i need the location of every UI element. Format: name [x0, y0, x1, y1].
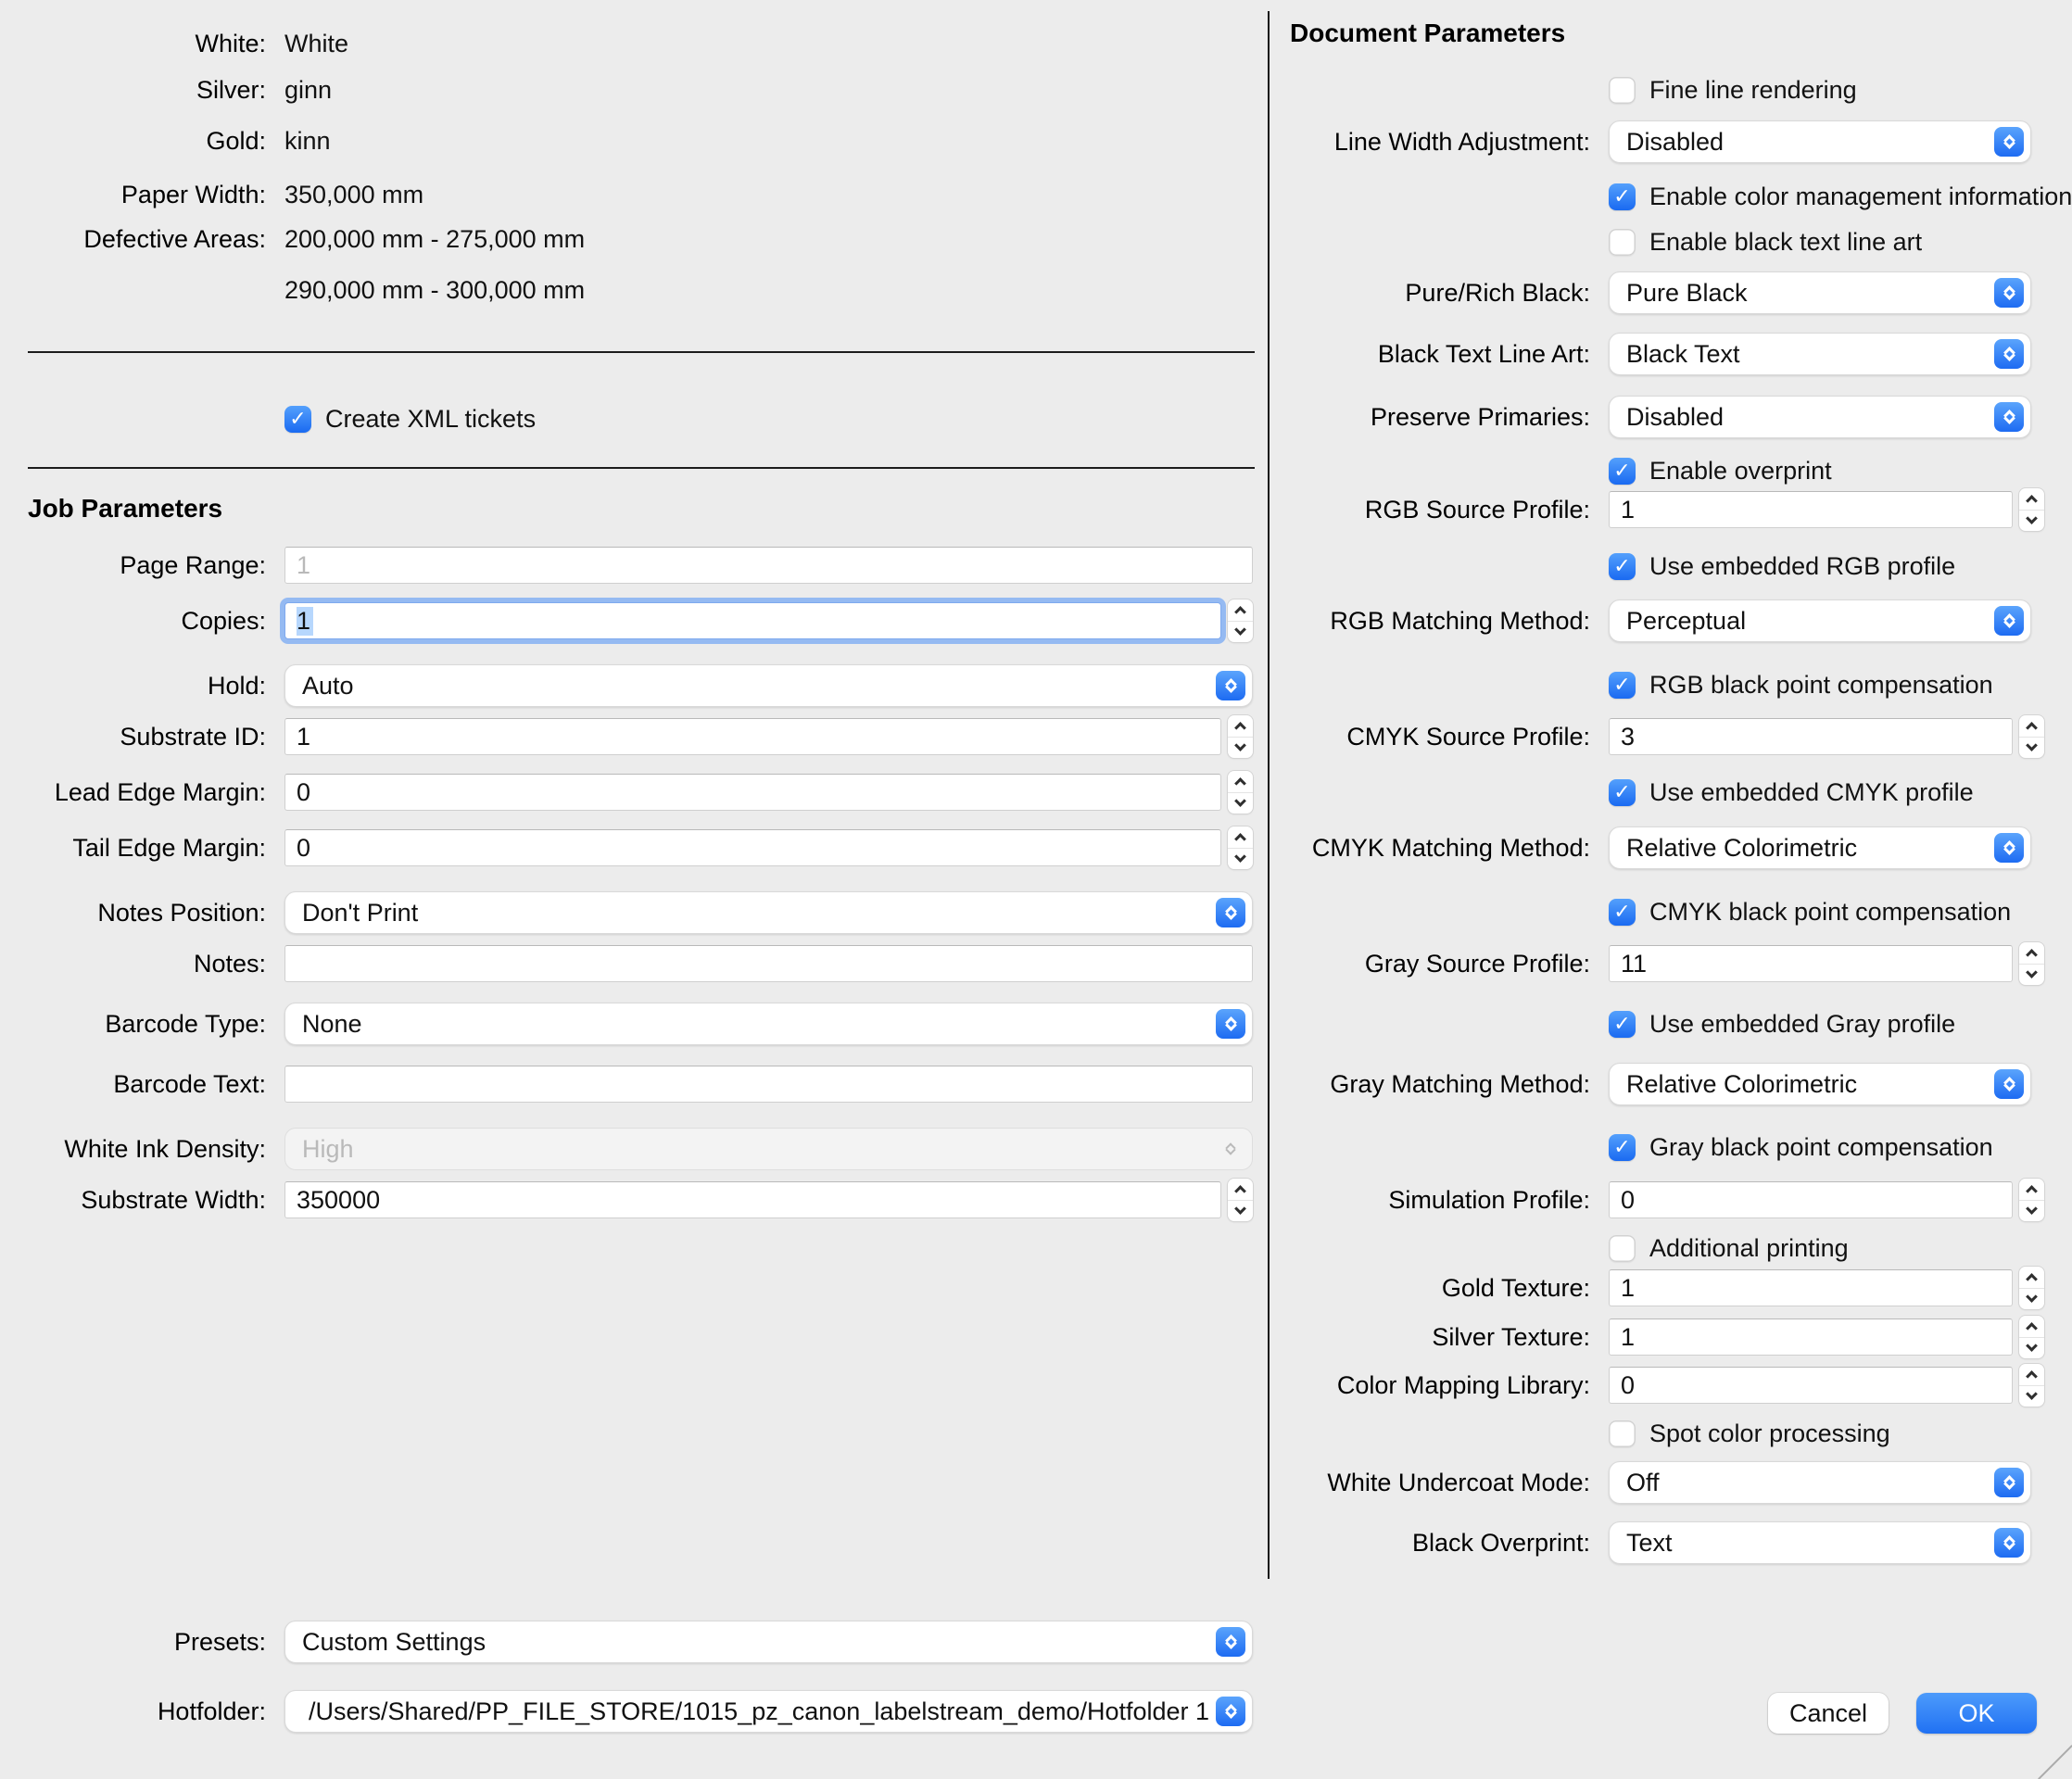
cmyk-source-profile-input[interactable]: 3	[1609, 718, 2013, 755]
stepper-up-icon[interactable]	[2019, 1364, 2044, 1385]
barcode-text-label: Barcode Text:	[113, 1069, 266, 1098]
gray-bpc-checkbox[interactable]	[1609, 1134, 1636, 1161]
lead-edge-margin-row	[0, 771, 1253, 814]
page-range-row	[0, 544, 1253, 587]
rgb-source-profile-row: RGB Source Profile: 1	[1286, 488, 2048, 531]
notes-position-dropdown[interactable]: Don't Print	[284, 891, 1253, 934]
create-xml-checkbox[interactable]	[284, 406, 311, 433]
stepper-up-icon[interactable]	[1228, 715, 1253, 737]
tail-edge-margin-stepper[interactable]	[1228, 826, 1253, 869]
stepper-up-icon[interactable]	[2019, 942, 2044, 964]
copies-label: Copies:	[181, 606, 266, 635]
additional-printing-checkbox[interactable]	[1609, 1235, 1636, 1262]
stepper-up-icon[interactable]	[2019, 488, 2044, 510]
color-mapping-library-row: Color Mapping Library: 0	[1286, 1364, 2048, 1407]
white-ink-density-label: White Ink Density:	[64, 1134, 266, 1163]
popup-chevrons-icon	[1994, 402, 2024, 432]
stepper-down-icon[interactable]	[1228, 792, 1253, 814]
popup-chevrons-icon	[1216, 1697, 1245, 1726]
cancel-button[interactable]: Cancel	[1768, 1693, 1889, 1734]
copies-stepper[interactable]	[1228, 599, 1253, 642]
simulation-profile-input[interactable]: 0	[1609, 1181, 2013, 1218]
gold-label: Gold:	[206, 126, 266, 155]
info-row-silver	[0, 74, 1253, 106]
barcode-type-label: Barcode Type:	[105, 1009, 266, 1038]
lead-edge-margin-input[interactable]: 0	[284, 774, 1221, 811]
black-text-line-art-dropdown[interactable]: Black Text	[1609, 333, 2031, 375]
white-undercoat-mode-row: White Undercoat Mode: Off	[1286, 1461, 2048, 1504]
stepper-down-icon[interactable]	[1228, 737, 1253, 759]
cmyk-bpc-row: ✓ CMYK black point compensation	[1286, 890, 2048, 933]
document-parameters-title: Document Parameters	[1290, 19, 1566, 47]
gray-source-profile-stepper[interactable]	[2019, 942, 2044, 985]
stepper-up-icon[interactable]	[2019, 1179, 2044, 1200]
page-range-label: Page Range:	[120, 550, 266, 579]
gold-texture-input[interactable]: 1	[1609, 1269, 2013, 1306]
defective-areas-value: 200,000 mm - 275,000 mm	[284, 224, 586, 253]
use-embedded-cmyk-checkbox[interactable]	[1609, 779, 1636, 806]
stepper-down-icon[interactable]	[2019, 1337, 2044, 1359]
stepper-down-icon[interactable]	[2019, 510, 2044, 532]
stepper-up-icon[interactable]	[2019, 1267, 2044, 1288]
tail-edge-margin-row	[0, 826, 1253, 869]
simulation-profile-row: Simulation Profile: 0	[1286, 1179, 2048, 1221]
pure-rich-black-dropdown[interactable]: Pure Black	[1609, 271, 2031, 314]
line-width-adjustment-row: Line Width Adjustment: Disabled	[1286, 120, 2048, 163]
stepper-down-icon[interactable]	[2019, 1385, 2044, 1407]
enable-overprint-row: ✓ Enable overprint	[1286, 449, 2048, 492]
divider	[28, 351, 1255, 353]
popup-chevrons-icon	[1216, 671, 1245, 700]
substrate-width-label: Substrate Width:	[81, 1185, 266, 1214]
stepper-up-icon[interactable]	[1228, 1179, 1253, 1200]
color-mapping-library-input[interactable]: 0	[1609, 1367, 2013, 1404]
line-width-adjustment-dropdown[interactable]: Disabled	[1609, 120, 2031, 163]
gray-bpc-row: ✓ Gray black point compensation	[1286, 1126, 2048, 1168]
hotfolder-row	[0, 1690, 1253, 1733]
substrate-id-row	[0, 715, 1253, 758]
black-text-line-art-row: Black Text Line Art: Black Text	[1286, 333, 2048, 375]
stepper-down-icon[interactable]	[1228, 1200, 1253, 1222]
preserve-primaries-dropdown[interactable]: Disabled	[1609, 396, 2031, 438]
stepper-down-icon[interactable]	[1228, 621, 1253, 643]
use-embedded-rgb-row: ✓ Use embedded RGB profile	[1286, 545, 2048, 587]
paper-width-label: Paper Width:	[120, 180, 266, 208]
info-row-white	[0, 28, 1253, 59]
rgb-matching-method-row: RGB Matching Method: Perceptual	[1286, 599, 2048, 642]
barcode-type-row	[0, 1003, 1253, 1045]
popup-chevrons-icon	[1216, 1134, 1245, 1164]
popup-chevrons-icon	[1994, 833, 2024, 863]
stepper-up-icon[interactable]	[1228, 771, 1253, 792]
rgb-bpc-row: ✓ RGB black point compensation	[1286, 663, 2048, 706]
silver-texture-row: Silver Texture: 1	[1286, 1316, 2048, 1358]
gray-matching-method-dropdown[interactable]: Relative Colorimetric	[1609, 1063, 2031, 1105]
presets-label: Presets:	[173, 1627, 266, 1656]
silver-value: ginn	[284, 75, 333, 104]
substrate-id-stepper[interactable]	[1228, 715, 1253, 758]
color-mgmt-info-checkbox[interactable]	[1609, 183, 1636, 210]
popup-chevrons-icon	[1216, 1627, 1245, 1657]
cmyk-matching-method-row: CMYK Matching Method: Relative Colorimetric	[1286, 826, 2048, 869]
hotfolder-dropdown[interactable]: /Users/Shared/PP_FILE_STORE/1015_pz_canon_labelstream_demo/Hotfolder 1	[284, 1690, 1253, 1733]
gold-texture-stepper[interactable]	[2019, 1267, 2044, 1309]
lead-edge-margin-label: Lead Edge Margin:	[54, 777, 266, 806]
use-embedded-gray-row: ✓ Use embedded Gray profile	[1286, 1003, 2048, 1045]
barcode-type-dropdown[interactable]: None	[284, 1003, 1253, 1045]
create-xml-label: Create XML tickets	[325, 404, 537, 433]
rgb-source-profile-stepper[interactable]	[2019, 488, 2044, 531]
silver-label: Silver:	[196, 75, 266, 104]
pure-rich-black-row: Pure/Rich Black: Pure Black	[1286, 271, 2048, 314]
popup-chevrons-icon	[1994, 339, 2024, 369]
white-ink-density-dropdown: High	[284, 1128, 1253, 1170]
copies-row	[0, 599, 1253, 642]
use-embedded-rgb-checkbox[interactable]	[1609, 553, 1636, 580]
column-divider	[1268, 11, 1270, 1579]
popup-chevrons-icon	[1216, 898, 1245, 927]
white-undercoat-mode-dropdown[interactable]: Off	[1609, 1461, 2031, 1504]
stepper-down-icon[interactable]	[1228, 848, 1253, 870]
barcode-text-input[interactable]	[284, 1066, 1253, 1103]
fine-line-row: Fine line rendering	[1286, 69, 2048, 111]
presets-row	[0, 1621, 1253, 1663]
color-mgmt-info-row: ✓ Enable color management information	[1286, 175, 2048, 218]
gray-source-profile-input[interactable]: 11	[1609, 945, 2013, 982]
substrate-width-stepper[interactable]	[1228, 1179, 1253, 1221]
substrate-width-input[interactable]: 350000	[284, 1181, 1221, 1218]
gold-value: kinn	[284, 126, 331, 155]
stepper-up-icon[interactable]	[2019, 715, 2044, 737]
cmyk-source-profile-row: CMYK Source Profile: 3	[1286, 715, 2048, 758]
popup-chevrons-icon	[1216, 1009, 1245, 1039]
info-row-defective-areas-2	[0, 274, 1253, 306]
spot-color-processing-checkbox[interactable]	[1609, 1420, 1636, 1447]
enable-overprint-checkbox[interactable]	[1609, 458, 1636, 485]
white-value: White	[284, 29, 349, 57]
stepper-down-icon[interactable]	[2019, 1288, 2044, 1310]
preserve-primaries-row: Preserve Primaries: Disabled	[1286, 396, 2048, 438]
create-xml-row	[0, 397, 1253, 440]
use-embedded-gray-checkbox[interactable]	[1609, 1011, 1636, 1038]
cmyk-source-profile-stepper[interactable]	[2019, 715, 2044, 758]
cmyk-matching-method-dropdown[interactable]: Relative Colorimetric	[1609, 826, 2031, 869]
rgb-matching-method-dropdown[interactable]: Perceptual	[1609, 599, 2031, 642]
lead-edge-margin-stepper[interactable]	[1228, 771, 1253, 814]
presets-dropdown[interactable]: Custom Settings	[284, 1621, 1253, 1663]
page-range-input[interactable]: 1	[284, 547, 1253, 584]
stepper-down-icon[interactable]	[2019, 964, 2044, 986]
resize-grip[interactable]	[2038, 1745, 2072, 1779]
black-text-line-art-checkbox[interactable]	[1609, 229, 1636, 256]
simulation-profile-stepper[interactable]	[2019, 1179, 2044, 1221]
black-overprint-row: Black Overprint: Text	[1286, 1521, 2048, 1564]
gray-source-profile-row: Gray Source Profile: 11	[1286, 942, 2048, 985]
barcode-text-row	[0, 1063, 1253, 1105]
cmyk-bpc-checkbox[interactable]	[1609, 899, 1636, 926]
popup-chevrons-icon	[1994, 606, 2024, 636]
hold-row	[0, 664, 1253, 707]
info-row-paper-width	[0, 179, 1253, 210]
popup-chevrons-icon	[1994, 1528, 2024, 1558]
substrate-id-input[interactable]: 1	[284, 718, 1221, 755]
rgb-bpc-checkbox[interactable]	[1609, 672, 1636, 699]
popup-chevrons-icon	[1994, 278, 2024, 308]
tail-edge-margin-label: Tail Edge Margin:	[72, 833, 266, 862]
fine-line-checkbox[interactable]	[1609, 77, 1636, 104]
notes-position-label: Notes Position:	[97, 898, 266, 927]
popup-chevrons-icon	[1994, 127, 2024, 157]
spot-color-processing-row: Spot color processing	[1286, 1412, 2048, 1455]
defective-areas-label: Defective Areas:	[83, 224, 266, 253]
stepper-down-icon[interactable]	[2019, 737, 2044, 759]
copies-input[interactable]: 1	[284, 602, 1221, 639]
rgb-source-profile-input[interactable]: 1	[1609, 491, 2013, 528]
stepper-up-icon[interactable]	[1228, 826, 1253, 848]
notes-position-row	[0, 891, 1253, 934]
additional-printing-row: Additional printing	[1286, 1227, 2048, 1269]
stepper-up-icon[interactable]	[2019, 1316, 2044, 1337]
info-row-gold	[0, 125, 1253, 157]
popup-chevrons-icon	[1994, 1069, 2024, 1099]
white-label: White:	[195, 29, 266, 57]
info-row-defective-areas	[0, 223, 1253, 255]
black-overprint-dropdown[interactable]: Text	[1609, 1521, 2031, 1564]
divider	[28, 467, 1255, 469]
silver-texture-stepper[interactable]	[2019, 1316, 2044, 1358]
use-embedded-cmyk-row: ✓ Use embedded CMYK profile	[1286, 771, 2048, 814]
defective-areas-value-2: 290,000 mm - 300,000 mm	[284, 275, 586, 304]
stepper-up-icon[interactable]	[1228, 599, 1253, 621]
hold-label: Hold:	[207, 671, 266, 700]
hold-dropdown[interactable]: Auto	[284, 664, 1253, 707]
gold-texture-row: Gold Texture: 1	[1286, 1267, 2048, 1309]
notes-row	[0, 942, 1253, 985]
paper-width-value: 350,000 mm	[284, 180, 424, 208]
gray-matching-method-row: Gray Matching Method: Relative Colorimetric	[1286, 1063, 2048, 1105]
silver-texture-input[interactable]: 1	[1609, 1318, 2013, 1356]
substrate-id-label: Substrate ID:	[120, 722, 266, 751]
white-ink-density-row	[0, 1128, 1253, 1170]
job-parameters-title: Job Parameters	[28, 494, 223, 523]
notes-input[interactable]	[284, 945, 1253, 982]
hotfolder-label: Hotfolder:	[157, 1697, 266, 1725]
substrate-width-row	[0, 1179, 1253, 1221]
tail-edge-margin-input[interactable]: 0	[284, 829, 1221, 866]
notes-label: Notes:	[193, 949, 266, 978]
popup-chevrons-icon	[1994, 1468, 2024, 1497]
color-mapping-library-stepper[interactable]	[2019, 1364, 2044, 1407]
stepper-down-icon[interactable]	[2019, 1200, 2044, 1222]
ok-button[interactable]: OK	[1916, 1693, 2037, 1734]
black-text-line-art-cb-row: Enable black text line art	[1286, 221, 2048, 263]
